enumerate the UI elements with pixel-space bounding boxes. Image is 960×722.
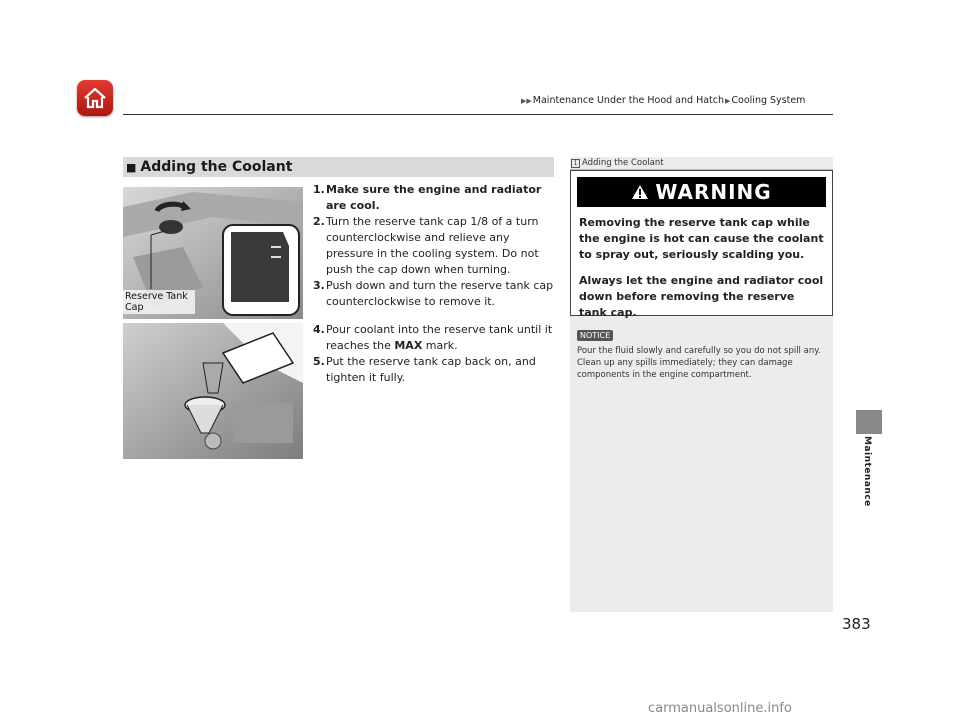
notice-text: Pour the fluid slowly and carefully so you do not spill any. Clean up any spills immediately; they can damage components in the engine compartment.: [577, 346, 821, 380]
breadcrumb: ▶▶ Maintenance Under the Hood and Hatch ▶ Cooling System: [521, 95, 806, 106]
square-bullet-icon: ■: [126, 160, 137, 174]
pouring-coolant-figure: [123, 323, 303, 459]
page-number: 383: [842, 615, 871, 633]
warning-text: Removing the reserve tank cap while the engine is hot can cause the coolant to spray out, seriously scalding you. Always let the engine and radiator cool down before removing the reserve tank cap.: [579, 216, 824, 319]
breadcrumb-item-cooling[interactable]: Cooling System: [731, 95, 806, 106]
step-2: 2. Turn the reserve tank cap 1/8 of a turn counterclockwise and relieve any pressure in the cooling system. Do not push the cap down when turning.: [313, 215, 539, 276]
notice-badge: NOTICE: [577, 330, 613, 341]
home-icon: [83, 87, 107, 109]
section-title: Adding the Coolant: [140, 159, 293, 175]
chapter-tab[interactable]: [856, 410, 882, 434]
warning-header: WARNING: [577, 177, 826, 207]
steps-list-1: [313, 182, 558, 310]
section-heading: [123, 157, 554, 177]
watermark: carmanualsonline.info: [648, 701, 792, 716]
header-divider: [123, 114, 833, 115]
reference-icon: 1: [571, 159, 580, 168]
home-button[interactable]: [77, 80, 113, 116]
warning-box: [570, 170, 833, 319]
step-3: 3. Push down and turn the reserve tank cap counterclockwise to remove it.: [313, 279, 554, 308]
breadcrumb-item-maintenance[interactable]: Maintenance Under the Hood and Hatch: [532, 95, 725, 106]
step-5: 5. Put the reserve tank cap back on, and tighten it fully.: [313, 355, 536, 384]
warning-triangle-icon: [631, 184, 649, 200]
chapter-tab-label: Maintenance: [862, 436, 872, 507]
steps-list-2: [313, 322, 558, 386]
step-4: 4. Pour coolant into the reserve tank until it reaches the MAX mark.: [313, 323, 553, 352]
step-1: 1. Make sure the engine and radiator are cool.: [313, 183, 542, 212]
sidebar-heading: 1 Adding the Coolant: [570, 157, 833, 170]
reserve-tank-cap-label: Reserve Tank Cap: [123, 290, 195, 314]
